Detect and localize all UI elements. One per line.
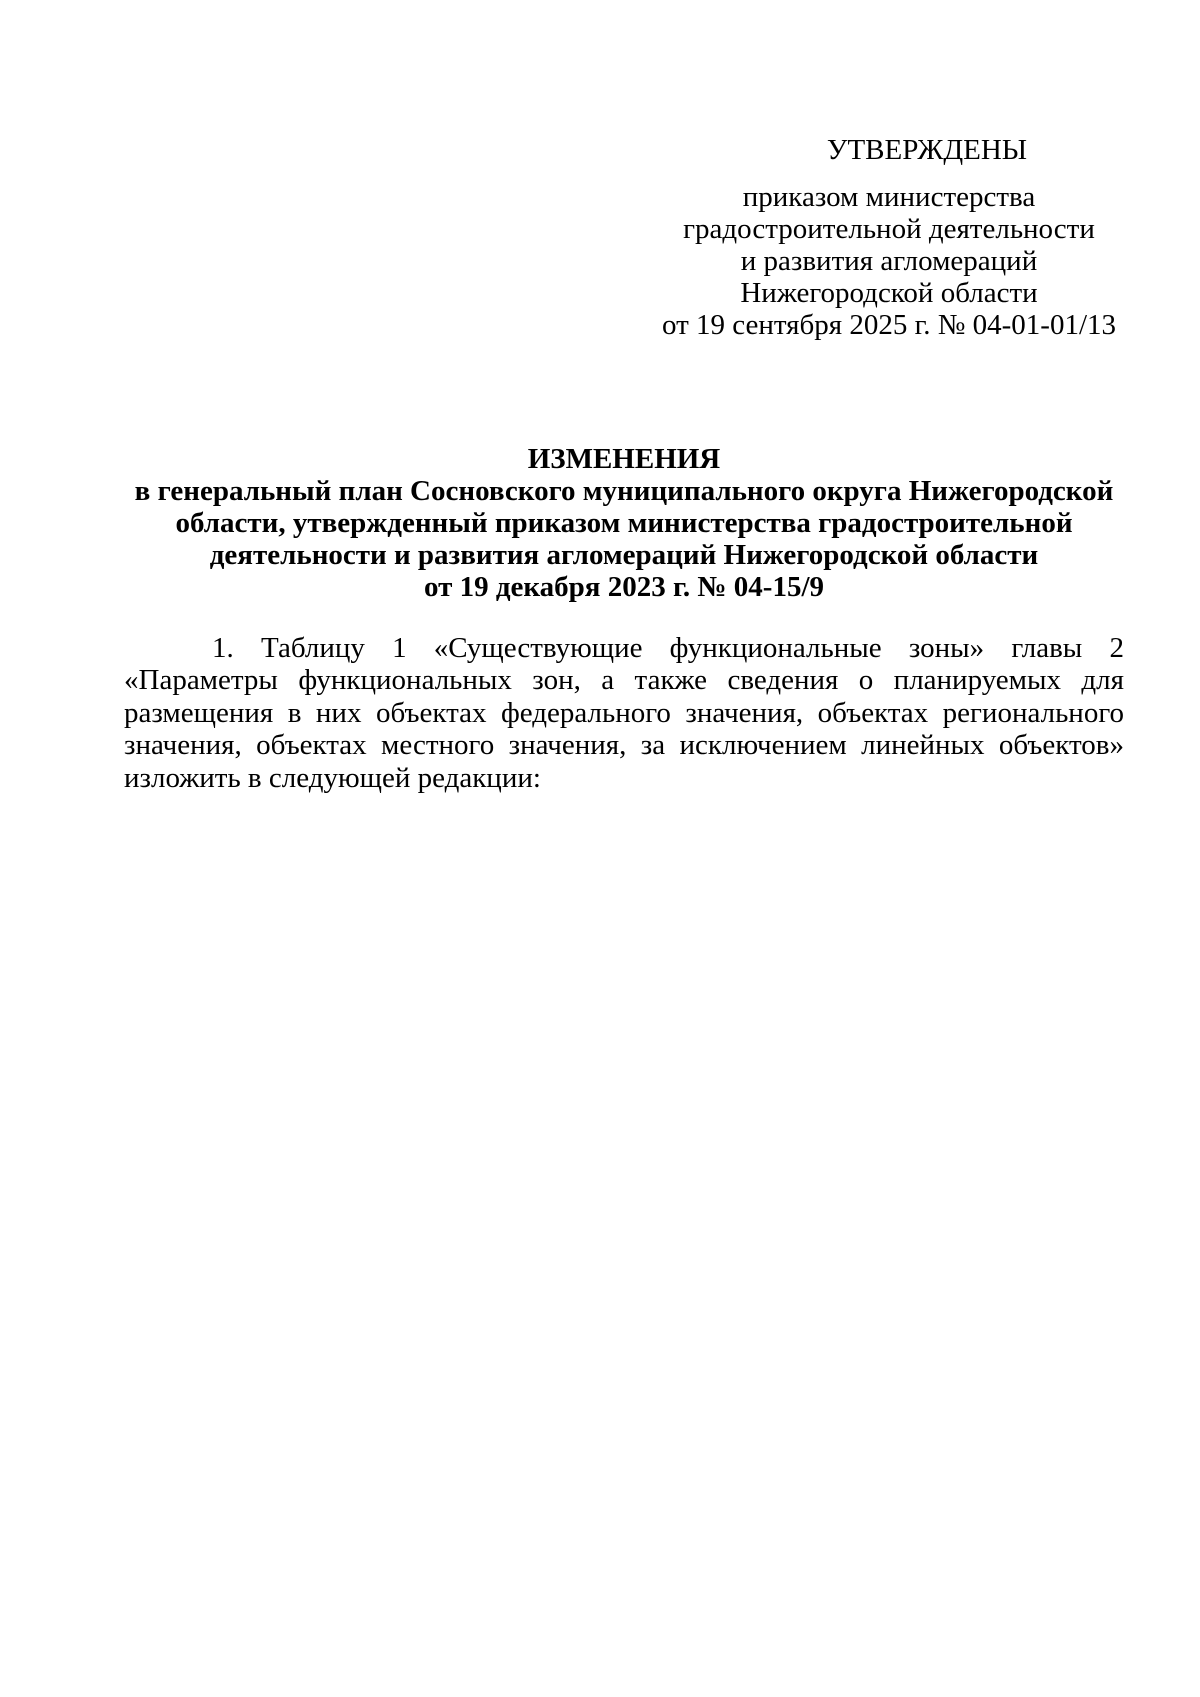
title-line-plan: в генеральный план Сосновского муниципального округа Нижегородской: [134, 475, 1114, 507]
body-paragraph-1: 1. Таблицу 1 «Существующие функциональные зоны» главы 2 «Параметры функциональных зон, а также сведения о планируемых для размещения в них объектах федерального значения, объектах регионального значения, объектах местного значения, за исключением линейных объектов» изложить в следующей редакции:: [124, 632, 1124, 794]
approval-line-region: Нижегородской области: [740, 277, 1038, 309]
approval-title: УТВЕРЖДЕНЫ: [826, 134, 1028, 166]
approval-line-ministry-2: и развития агломераций: [740, 245, 1038, 277]
approval-line-issuer: приказом министерства: [742, 181, 1036, 213]
title-line-order-number: от 19 декабря 2023 г. № 04-15/9: [424, 571, 824, 603]
approval-block: [654, 134, 1124, 341]
document-title: [124, 443, 1124, 603]
title-line-approved-by: области, утвержденный приказом министерства градостроительной: [175, 507, 1073, 539]
title-line-changes: ИЗМЕНЕНИЯ: [527, 443, 721, 475]
title-line-ministry: деятельности и развития агломераций Нижегородской области: [209, 539, 1039, 571]
approval-line-order-number: от 19 сентября 2025 г. № 04-01-01/13: [661, 309, 1117, 341]
approval-line-ministry-1: градостроительной деятельности: [683, 213, 1095, 245]
